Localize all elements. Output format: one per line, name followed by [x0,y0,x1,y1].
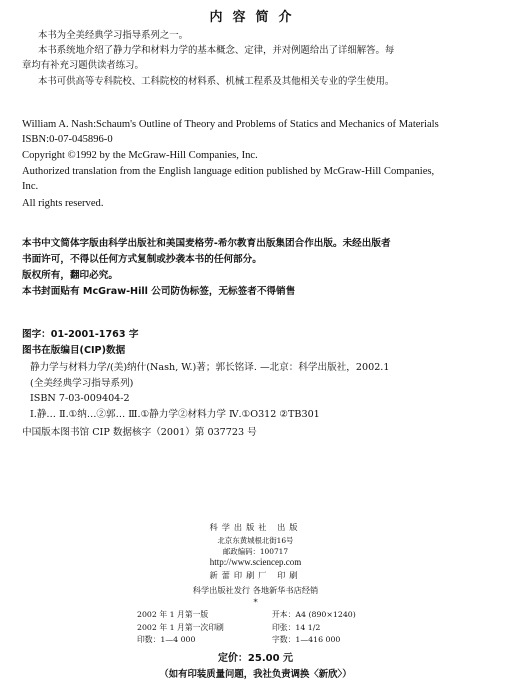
quality-notice: （如有印装质量问题，我社负责调换〈新欣〉） [159,669,352,680]
publisher-url: http://www.sciencep.com [209,557,302,567]
intro-line-4: 本书可供高等专科院校、工科院校的材料系、机械工程系及其他相关专业的学生使用。 [38,76,395,87]
english-line-1: William A. Nash:Schaum's Outline of Theory and Problems of Statics and Mechanics of Materials [22,119,439,130]
intro-line-3: 章均有补充习题供读者练习。 [22,60,144,71]
publisher-name: 科学出版社 出版 [209,522,302,532]
cip-line-2: (全美经典学习指导系列) [30,378,134,389]
rights-line-3: 版权所有，翻印必究。 [22,270,118,281]
cip-line-4: Ⅰ.静… Ⅱ.①纳…②郭… Ⅲ.①静力学②材料力学 Ⅳ.①O312 ②TB301 [30,409,320,420]
divider-star: * [253,597,258,607]
english-line-3: Copyright ©1992 by the McGraw-Hill Companies, Inc. [22,150,258,161]
rights-line-4: 本书封面贴有 McGraw-Hill 公司防伪标签，无标签者不得销售 [22,286,296,297]
cip-line-5: 中国版本图书馆 CIP 数据核字（2001）第 037723 号 [22,427,257,438]
english-line-2: ISBN:0-07-045896-0 [22,134,113,145]
cip-header: 图书在版编目(CIP)数据 [22,345,126,356]
price: 定价：25.00 元 [217,653,294,664]
spec-words: 字数：1—416 000 [272,635,341,644]
rights-line-1: 本书中文简体字版由科学出版社和美国麦格劳-希尔教育出版集团合作出版。未经出版者 [22,238,391,249]
cip-line-1: 静力学与材料力学/(美)纳什(Nash, W.)著；郭长铭译. —北京：科学出版社，2002.1 [30,362,390,373]
spec-printing: 2002 年 1 月第一次印刷 [137,623,224,632]
permit-number: 图字：01-2001-1763 字 [22,329,139,340]
english-line-5: Inc. [22,181,39,192]
spec-format: 开本：A4 (890×1240) [272,610,356,619]
distribution-line: 科学出版社发行 各地新华书店经销 [192,585,319,595]
english-line-4: Authorized translation from the English language edition published by McGraw-Hill Companies, [22,166,435,177]
publisher-address: 北京东黄城根北街16号 [217,536,294,545]
printer-name: 新蕾印刷厂 印刷 [209,570,302,580]
spec-copies: 印数：1—4 000 [137,635,196,644]
english-line-6: All rights reserved. [22,198,104,209]
rights-line-2: 书面许可，不得以任何方式复制或抄袭本书的任何部分。 [22,254,262,265]
intro-line-2: 本书系统地介绍了静力学和材料力学的基本概念、定律，并对例题给出了详细解答。每 [38,45,395,56]
page-title: 内容简介 [209,10,302,25]
publisher-postcode: 邮政编码：100717 [222,547,289,556]
intro-line-1: 本书为全美经典学习指导系列之一。 [38,30,189,41]
spec-sheets: 印张：14 1/2 [272,623,321,632]
spec-edition: 2002 年 1 月第一版 [137,610,209,619]
cip-line-3: ISBN 7-03-009404-2 [30,393,130,404]
